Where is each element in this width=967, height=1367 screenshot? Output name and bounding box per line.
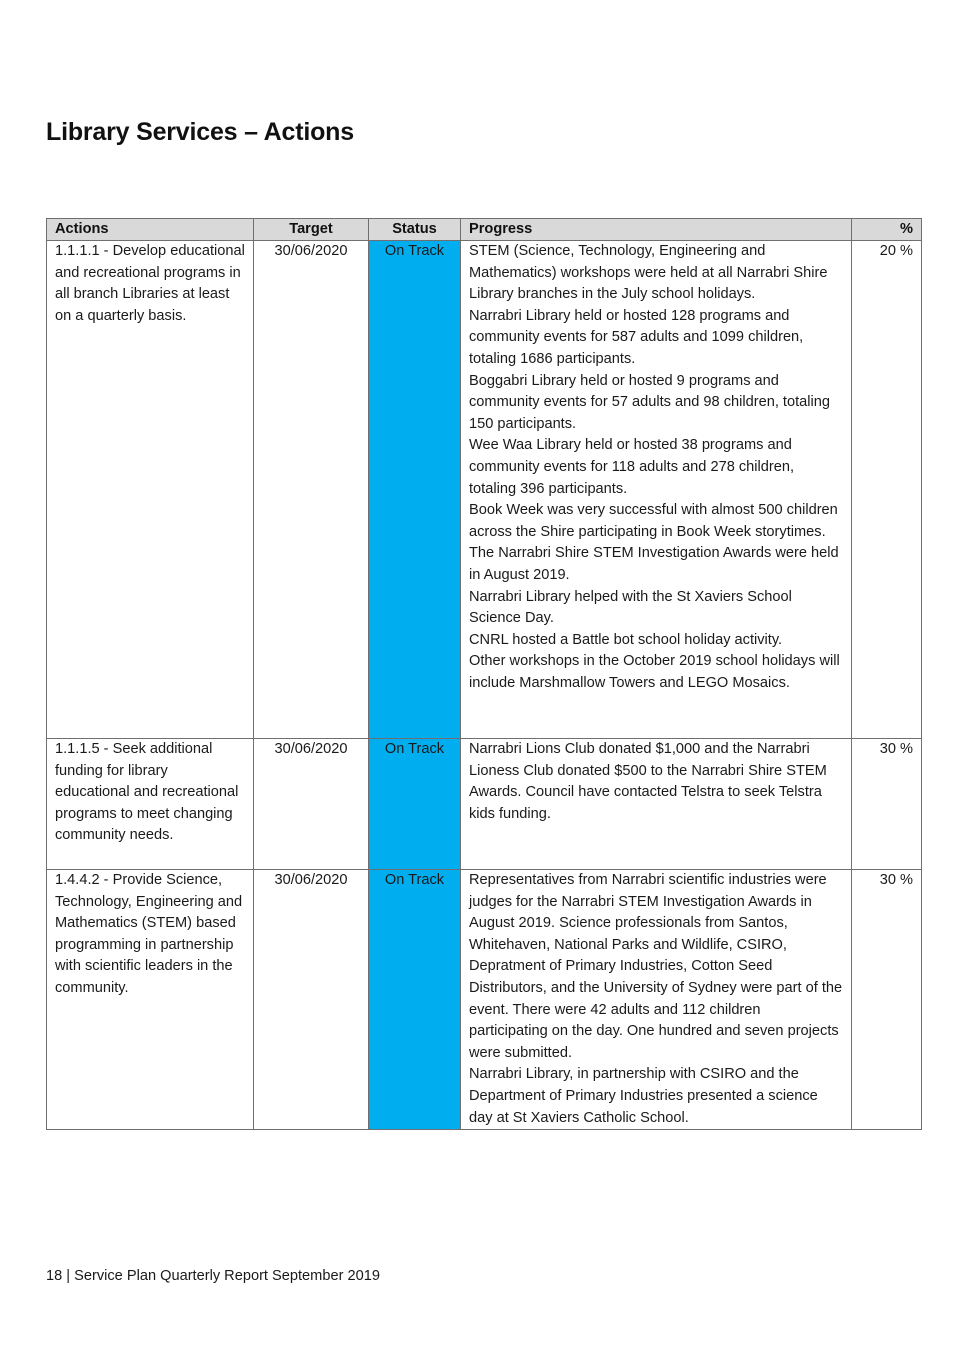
progress-paragraph: STEM (Science, Technology, Engineering and Mathematics) workshops were held at all Narrabri Shire Library branches in the July school holidays. xyxy=(469,243,828,303)
table-row xyxy=(47,739,922,870)
progress-cell xyxy=(461,241,852,739)
header-status: Status xyxy=(369,219,461,241)
progress-paragraph: Narrabri Library helped with the St Xaviers School Science Day. xyxy=(469,588,792,627)
action-cell: 1.1.1.1 - Develop educational and recreational programs in all branch Libraries at least on a quarterly basis. xyxy=(47,241,254,739)
table-row xyxy=(47,870,922,1130)
progress-paragraph: CNRL hosted a Battle bot school holiday activity. xyxy=(469,631,783,648)
header-percent: % xyxy=(852,219,922,241)
table-header-row xyxy=(47,219,922,241)
page-footer: 18 | Service Plan Quarterly Report September 2019 xyxy=(46,1268,380,1284)
status-cell: On Track xyxy=(369,241,461,739)
progress-paragraph: Book Week was very successful with almost 500 children across the Shire participating in Book Week storytimes. xyxy=(469,502,838,540)
percent-cell: 30 % xyxy=(852,739,922,870)
page-title: Library Services – Actions xyxy=(46,118,354,146)
progress-paragraph: Wee Waa Library held or hosted 38 programs and community events for 118 adults and 278 children, totaling 396 participants. xyxy=(469,437,795,497)
progress-paragraph: Boggabri Library held or hosted 9 programs and community events for 57 adults and 98 children, totaling 150 participants. xyxy=(469,372,830,432)
header-target: Target xyxy=(254,219,369,241)
status-cell: On Track xyxy=(369,739,461,870)
header-actions: Actions xyxy=(47,219,254,241)
progress-cell xyxy=(461,870,852,1130)
actions-table xyxy=(46,218,922,1130)
progress-paragraph: Narrabri Library held or hosted 128 programs and community events for 587 adults and 1099 children, totaling 1686 participants. xyxy=(469,307,804,367)
progress-paragraph: Representatives from Narrabri scientific industries were judges for the Narrabri STEM Investigation Awards in August 2019. Science professionals from Santos, Whitehaven, National Parks and Wildlife, CSIRO, Depratment of Primary Industries, Cotton Seed Distributors, and the University of Sydney were part of the event. There were 42 adults and 112 children participating on the day. One hundred and seven projects were submitted. xyxy=(469,872,843,1061)
action-cell: 1.4.4.2 - Provide Science, Technology, Engineering and Mathematics (STEM) based programming in partnership with scientific leaders in the community. xyxy=(47,870,254,1130)
status-cell: On Track xyxy=(369,870,461,1130)
percent-cell: 20 % xyxy=(852,241,922,739)
table-row xyxy=(47,241,922,739)
progress-paragraph: Narrabri Lions Club donated $1,000 and the Narrabri Lioness Club donated $500 to the Narrabri Shire STEM Awards. Council have contacted Telstra to seek Telstra kids funding. xyxy=(469,741,827,822)
progress-cell xyxy=(461,739,852,870)
progress-paragraph: Narrabri Library, in partnership with CSIRO and the Department of Primary Industries presented a science day at St Xaviers Catholic School. xyxy=(469,1066,818,1126)
target-cell: 30/06/2020 xyxy=(254,241,369,739)
progress-paragraph: Other workshops in the October 2019 school holidays will include Marshmallow Towers and LEGO Mosaics. xyxy=(469,653,840,691)
progress-paragraph: The Narrabri Shire STEM Investigation Awards were held in August 2019. xyxy=(469,545,839,583)
header-progress: Progress xyxy=(461,219,852,241)
target-cell: 30/06/2020 xyxy=(254,739,369,870)
action-cell: 1.1.1.5 - Seek additional funding for library educational and recreational programs to meet changing community needs. xyxy=(47,739,254,870)
target-cell: 30/06/2020 xyxy=(254,870,369,1130)
percent-cell: 30 % xyxy=(852,870,922,1130)
